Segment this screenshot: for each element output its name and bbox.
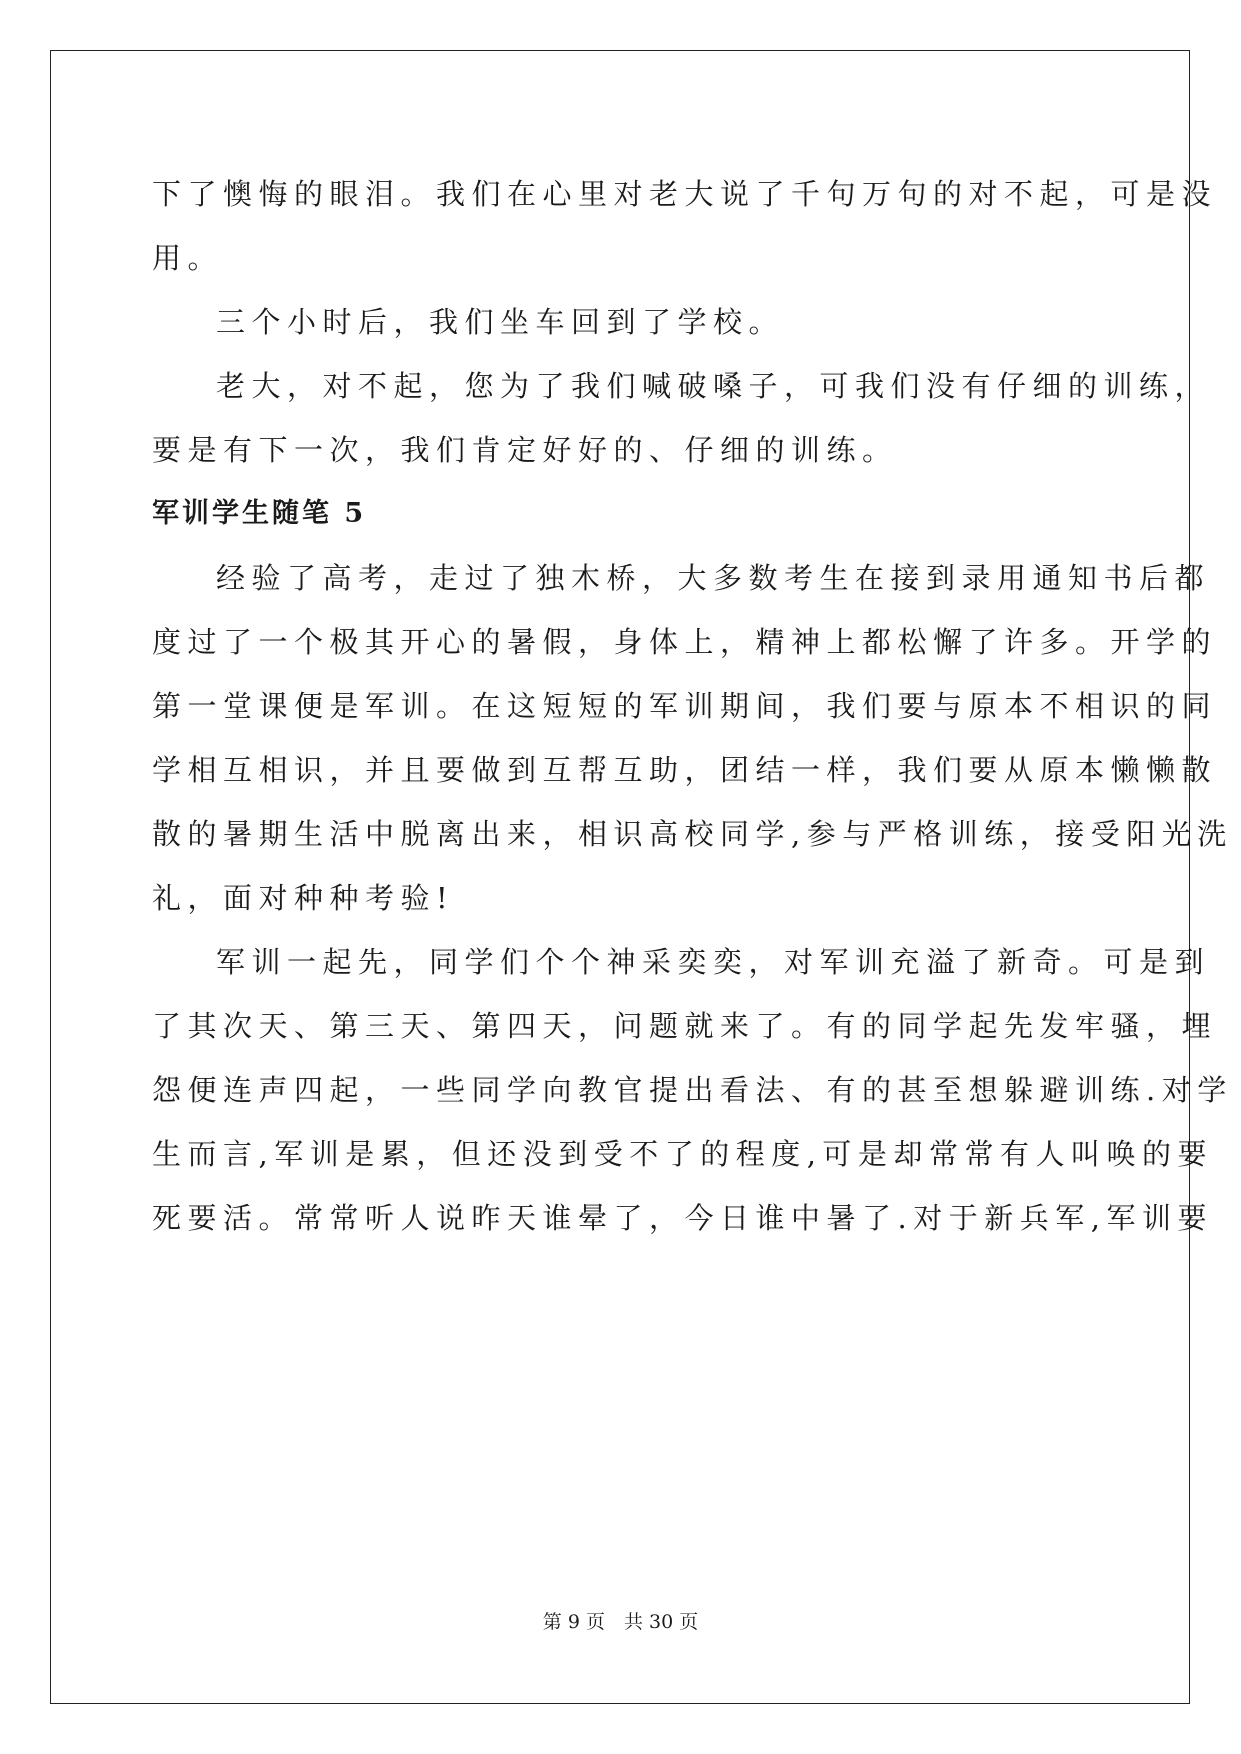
text-line: 老大，对不起，您为了我们喊破嗓子，可我们没有仔细的训练，	[216, 369, 1211, 403]
text-line: 要是有下一次，我们肯定好好的、仔细的训练。	[152, 433, 898, 467]
paragraph-2	[152, 290, 1088, 354]
paragraph-1	[152, 162, 1218, 290]
text-line: 经验了高考，走过了独木桥，大多数考生在接到录用通知书后都	[216, 561, 1211, 595]
text-line: 三个小时后，我们坐车回到了学校。	[216, 305, 785, 339]
text-line: 死要活。常常听人说昨天谁晕了，今日谁中暑了.对于新兵军,军训要	[152, 1201, 1213, 1235]
paragraph-4	[152, 546, 1233, 930]
text-line: 生而言,军训是累，但还没到受不了的程度,可是却常常有人叫唤的要	[152, 1137, 1213, 1171]
text-line: 下了懊悔的眼泪。我们在心里对老大说了千句万句的对不起，可是没	[152, 177, 1218, 211]
text-line: 了其次天、第三天、第四天，问题就来了。有的同学起先发牢骚，埋	[152, 1009, 1218, 1043]
text-line: 怨便连声四起，一些同学向教官提出看法、有的甚至想躲避训练.对学	[152, 1073, 1233, 1107]
paragraph-3	[152, 354, 1211, 482]
page-footer: 第 9 页 共 30 页	[542, 1611, 699, 1633]
text-line: 军训一起先，同学们个个神采奕奕，对军训充溢了新奇。可是到	[216, 945, 1211, 979]
text-line: 散的暑期生活中脱离出来，相识高校同学,参与严格训练，接受阳光洗	[152, 817, 1233, 851]
text-line: 度过了一个极其开心的暑假，身体上，精神上都松懈了许多。开学的	[152, 625, 1218, 659]
document-body	[152, 162, 1233, 1250]
text-line: 礼，面对种种考验!	[152, 881, 455, 915]
text-line: 用。	[152, 241, 224, 275]
text-line: 第一堂课便是军训。在这短短的军训期间，我们要与原本不相识的同	[152, 689, 1218, 723]
paragraph-5	[152, 930, 1233, 1250]
text-line: 学相互相识，并且要做到互帮互助，团结一样，我们要从原本懒懒散	[152, 753, 1218, 787]
section-title: 军训学生随笔 5	[152, 498, 367, 529]
